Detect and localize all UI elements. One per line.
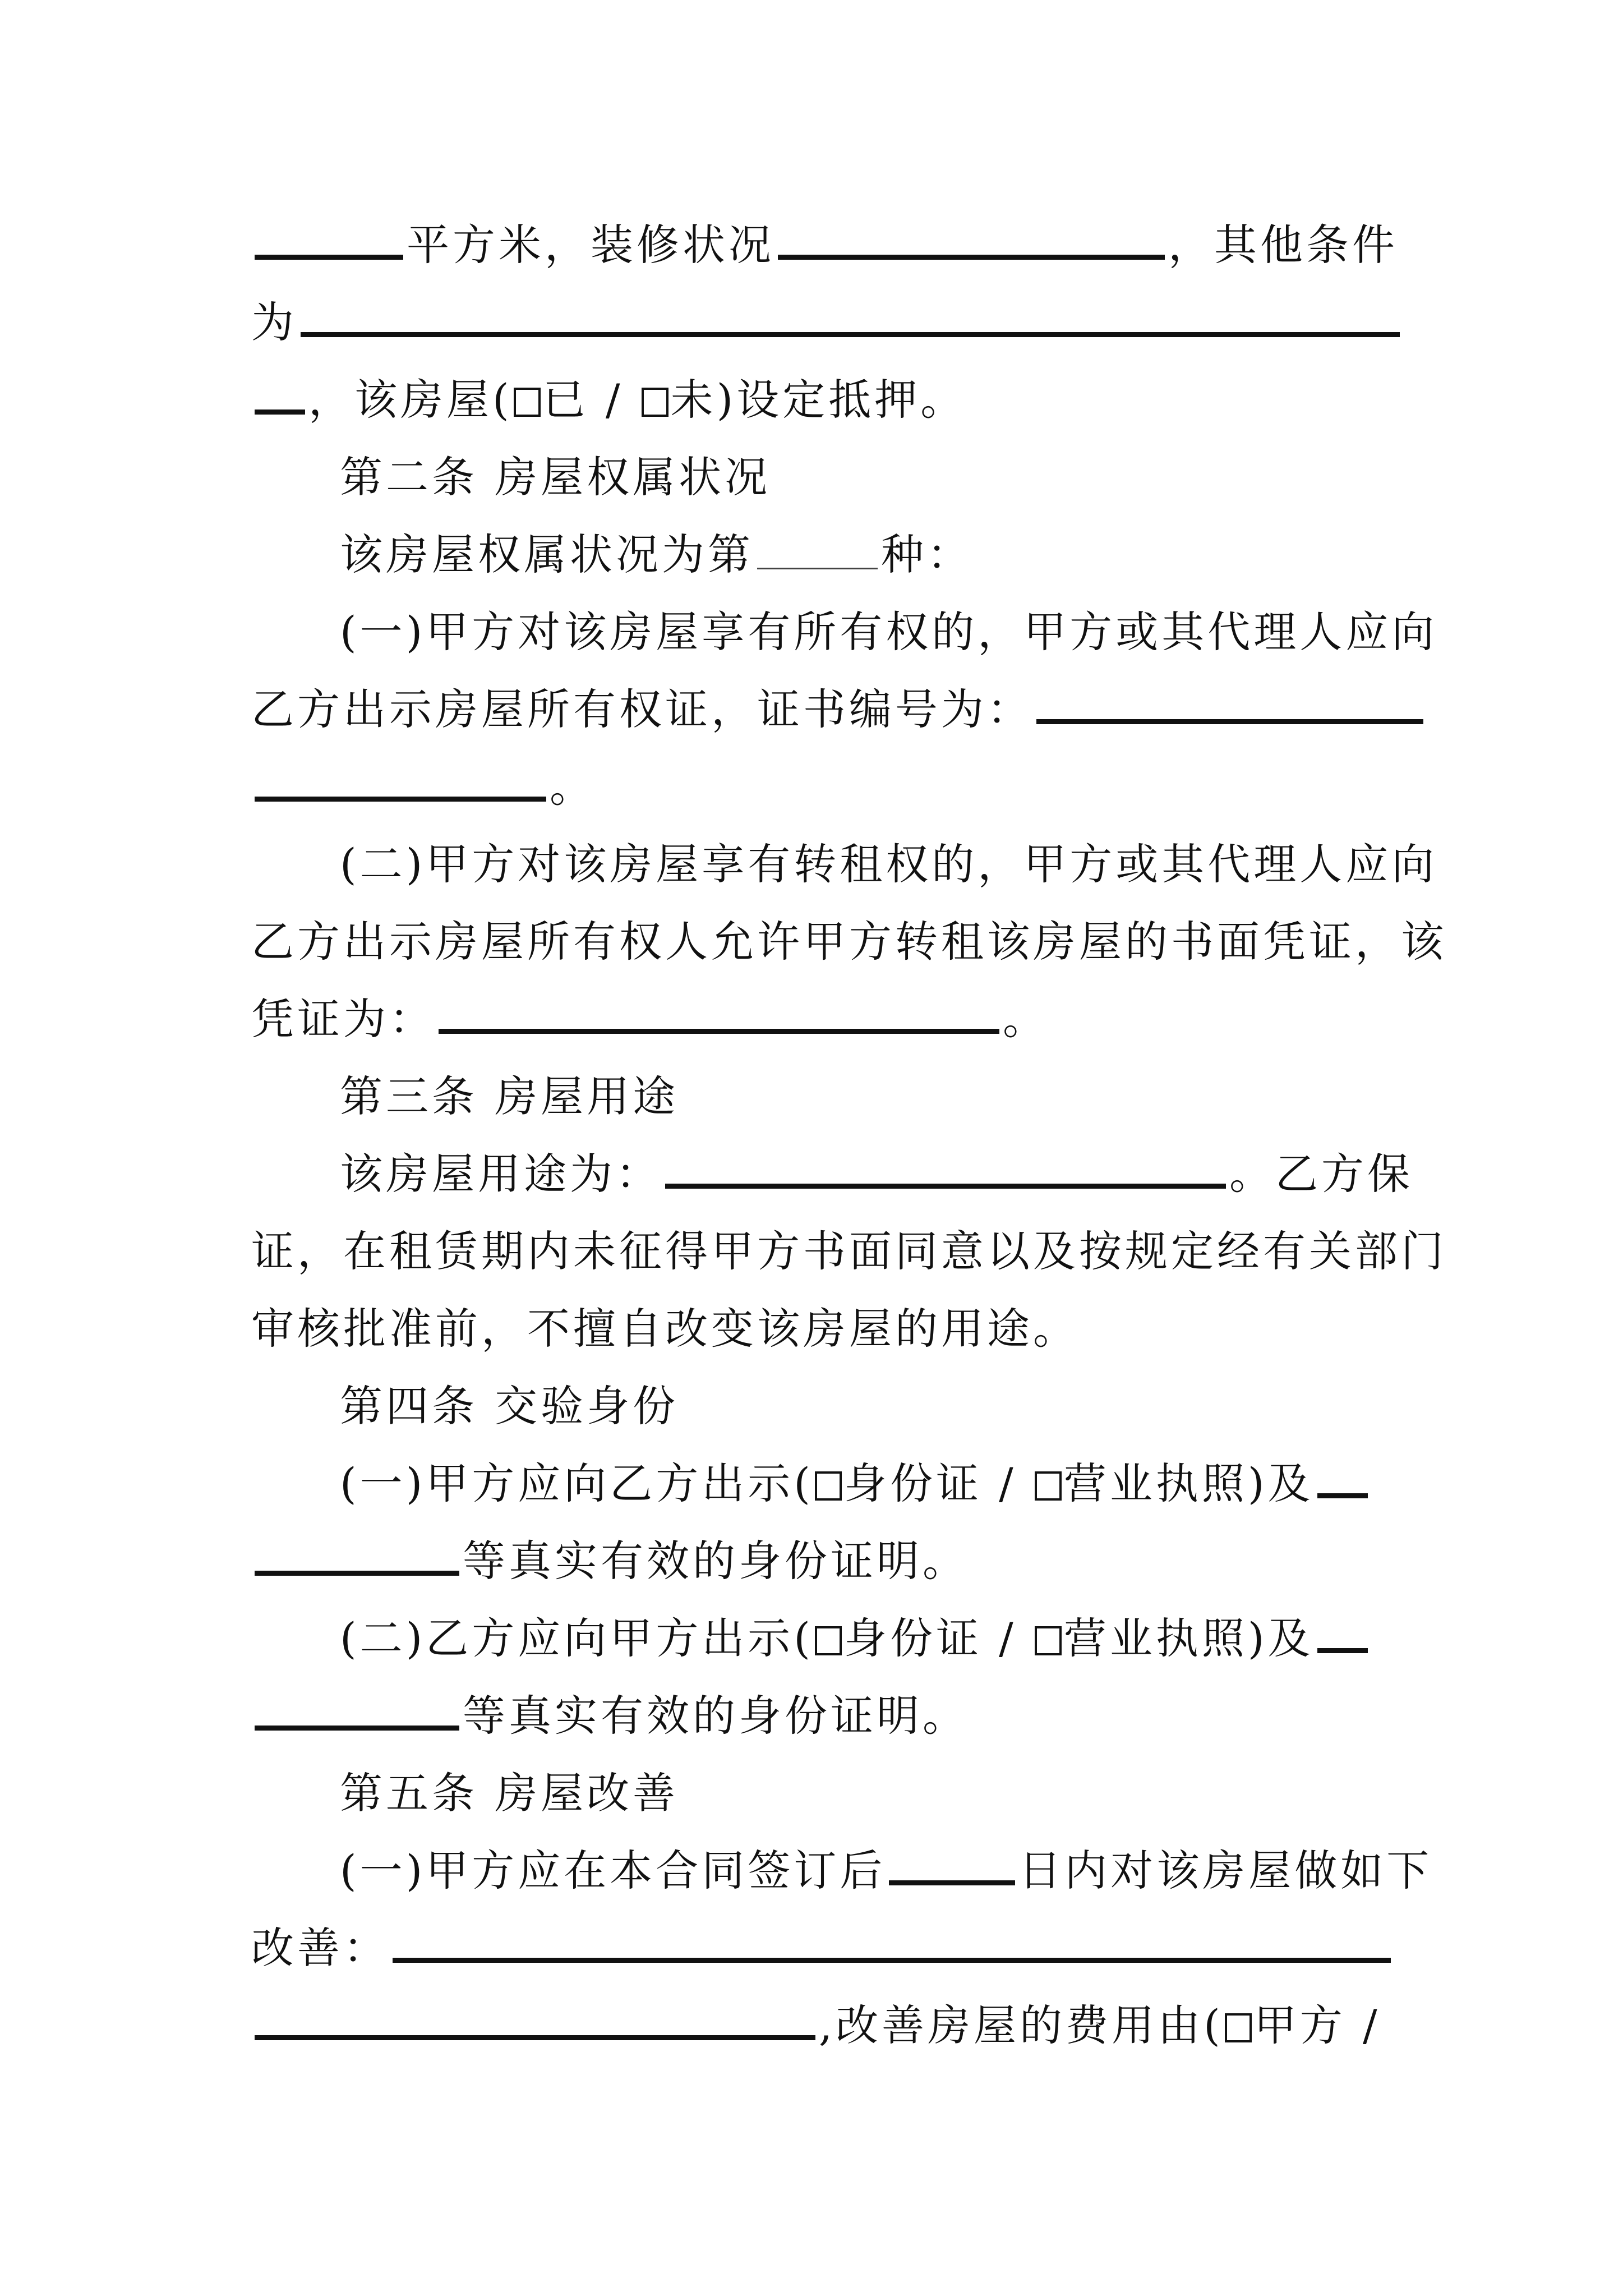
ownership-type-text: 该房屋权属状况为第 [340,530,754,579]
usage-clause-line-2 [251,1298,1390,1360]
party-b-other-id-blank[interactable] [1317,1613,1368,1653]
mortgage-no-label: 未)设定抵押。 [670,375,967,425]
mortgage-line [251,369,1390,431]
improvement-content-blank[interactable] [393,1923,1391,1963]
party-b-id-cont-line [251,1685,1390,1747]
party-b-license-label: 营业执照)及 [1063,1613,1314,1663]
article-3-title: 第三条 房屋用途 [340,1071,679,1121]
certificate-number-line [251,679,1390,740]
party-a-other-id-blank-cont[interactable] [255,1536,459,1576]
mortgage-no-checkbox[interactable] [642,388,668,417]
party-b-license-checkbox[interactable] [1035,1626,1062,1655]
article-5-title: 第五条 房屋改善 [340,1768,679,1818]
other-conditions-text: ，其他条件 [1168,220,1398,270]
article-4-heading [340,1375,1390,1437]
proof-period: 。 [1003,994,1049,1044]
party-b-idcard-label: 身份证 / [843,1613,1034,1663]
ownership-clause-2-text: (二)甲方对该房屋享有转租权的，甲方或其代理人应向 [340,839,1438,889]
certificate-number-label: 乙方出示房屋所有权证，证书编号为： [251,684,1033,734]
area-decoration-text: 平方米，装修状况 [407,220,774,270]
improvement-cost-line [251,1995,1390,2056]
proof-line [251,988,1390,1050]
mortgage-text: ，该房屋( [308,375,513,425]
certificate-number-blank-cont[interactable] [255,762,546,802]
proof-label: 凭证为： [251,994,435,1044]
usage-clause-line-1 [251,1221,1447,1282]
improvement-content-label: 改善： [251,1923,389,1973]
area-decoration-line [251,214,1398,276]
ownership-type-line [340,524,1390,586]
party-a-id-text: (一)甲方应向乙方出示( [340,1458,814,1508]
party-b-id-line [340,1608,1390,1669]
party-a-idcard-checkbox[interactable] [815,1471,842,1501]
usage-clause-text-2: 审核批准前，不擅自改变该房屋的用途。 [251,1304,1079,1354]
party-b-id-suffix: 等真实有效的身份证明。 [463,1691,969,1741]
decoration-blank[interactable] [778,220,1165,260]
ownership-type-suffix: 种： [881,530,973,579]
certificate-number-blank[interactable] [1036,684,1423,724]
mortgage-yes-checkbox[interactable] [514,388,541,417]
party-a-other-id-blank[interactable] [1317,1458,1368,1498]
article-4-title: 第四条 交验身份 [340,1381,679,1431]
certificate-number-cont-line [251,756,1390,818]
improvement-content-line [251,1917,1390,1979]
party-b-other-id-blank-cont[interactable] [255,1691,459,1731]
improvement-days-line [340,1840,1433,1902]
proof-blank[interactable] [439,994,999,1034]
cost-party-a-checkbox[interactable] [1225,2013,1252,2042]
ownership-clause-2-line [340,834,1438,895]
party-a-id-line [340,1453,1390,1515]
party-a-license-checkbox[interactable] [1035,1471,1062,1501]
area-blank[interactable] [255,220,403,260]
improvement-content-blank-cont[interactable] [255,2000,815,2040]
other-conditions-line [251,292,1390,353]
party-a-id-suffix: 等真实有效的身份证明。 [463,1536,969,1586]
usage-clause-text-1: 证，在租赁期内未征得甲方书面同意以及按规定经有关部门 [251,1226,1447,1276]
article-5-heading [340,1763,1390,1824]
other-conditions-blank[interactable] [301,297,1400,337]
party-b-idcard-checkbox[interactable] [815,1626,842,1655]
party-a-license-label: 营业执照)及 [1063,1458,1314,1508]
usage-suffix: 。乙方保 [1229,1149,1413,1199]
period-text: 。 [550,762,596,812]
improvement-cost-label: ,改善房屋的费用由( [819,2000,1224,2050]
sublease-proof-line [251,911,1447,973]
ownership-clause-1-line [340,601,1438,663]
article-2-heading [340,447,1390,508]
usage-line [340,1143,1413,1205]
party-a-idcard-label: 身份证 / [843,1458,1034,1508]
wei-text: 为 [251,297,297,347]
article-3-heading [340,1066,1390,1128]
other-conditions-blank-cont[interactable] [255,375,305,415]
cost-party-a-label: 甲方 / [1253,2000,1381,2050]
party-a-id-cont-line [251,1530,1390,1592]
mortgage-yes-label: 已 / [542,375,640,425]
sublease-proof-text: 乙方出示房屋所有权人允许甲方转租该房屋的书面凭证，该 [251,917,1447,967]
ownership-clause-1-text: (一)甲方对该房屋享有所有权的，甲方或其代理人应向 [340,607,1438,657]
improvement-days-suffix: 日内对该房屋做如下 [1018,1846,1433,1895]
party-b-id-text: (二)乙方应向甲方出示( [340,1613,814,1663]
ownership-type-blank[interactable] [757,533,878,569]
improvement-days-label: (一)甲方应在本合同签订后 [340,1846,886,1895]
usage-blank[interactable] [665,1149,1226,1189]
article-2-title: 第二条 房屋权属状况 [340,452,771,502]
usage-label: 该房屋用途为： [340,1149,662,1199]
improvement-days-blank[interactable] [889,1846,1015,1885]
